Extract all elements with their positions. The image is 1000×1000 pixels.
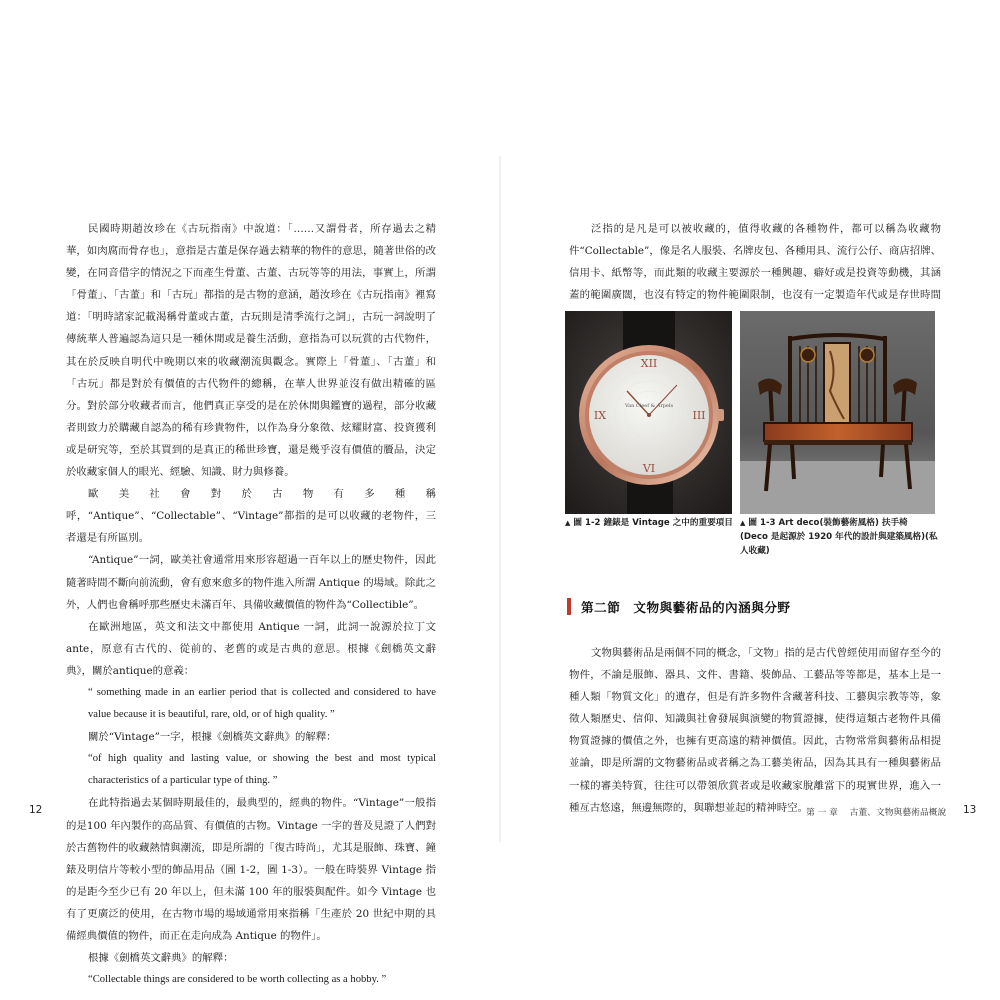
paragraph: 根據《劍橋英文辭典》的解釋： (88, 952, 234, 965)
right-page (501, 156, 1000, 842)
page-number-right: 13 (963, 804, 977, 816)
svg-text:III: III (692, 409, 706, 422)
section-heading (567, 596, 939, 616)
svg-text:VI: VI (642, 462, 656, 475)
section-accent-bar (567, 598, 571, 615)
chair-photo (740, 311, 935, 514)
watch-photo (565, 311, 732, 514)
paragraph: 泛指的是凡是可以被收藏的，值得收藏的各種物件，都可以稱為收藏物件“Collectable”，像是名人服裝、名牌皮包、各種用具、流行公仔、商店招牌、信用卡、紙幣等，而此類的收藏主要源於一種興趣、癖好或是投資等動機，其涵蓋的範圍廣闊，也沒有特定的物件範圍限制，也沒有一定製造年代或是存世時間 (569, 223, 941, 302)
caption-triangle-icon: ▲ (565, 519, 571, 527)
figure-caption (740, 516, 938, 558)
paragraph: 在歐洲地區，英文和法文中都使用 Antique 一詞，此詞一說源於拉丁文 ante，原意有古代的、從前的、老舊的或是古典的意思。根據《劍橋英文辭典》，關於antique的意義： (66, 620, 436, 677)
block-quote: “Collectable things are considered to be worth collecting as a hobby. ” (88, 974, 387, 986)
block-quote: “ something made in an earlier period that is collected and considered to have value because it is beautiful, rare, old, or of high quality. ” (88, 686, 436, 721)
svg-text:XII: XII (640, 357, 658, 370)
paragraph: 文物與藝術品是兩個不同的概念，「文物」指的是古代曾經使用而留存至今的物件，不論是服飾、器具、文件、書籍、裝飾品、工藝品等等都是，基本上是一種人類「物質文化」的遺存，但是有許多物件含藏著科技、工藝與宗教等等，象徵人類歷史、信仰、知識與社會發展與演變的物質證據，使得這類古老物件具備物質證據的價值之外，也擁有更高遠的精神價值。因此，古物常常與藝術品相提並論，即是所謂的文物藝術品或者稱之為工藝美術品，因為其具有一種與藝術品一樣的審美特質，往往可以帶領欣賞者或是收藏家脫離當下的現實世界，進入一種亙古悠遠，無邊無際的，與聯想並起的精神時空。 (569, 647, 941, 814)
left-page-body (66, 218, 436, 991)
figure-caption (565, 516, 735, 530)
section-body (569, 642, 941, 819)
paragraph: 民國時期趙汝珍在《古玩指南》中說道：「……又謂骨者，所存過去之精華，如肉腐而骨存也」，意指是古董是保存過去精華的物件的意思，隨著世俗的改變，在同音借字的情況之下而產生骨董、古董、古玩等等的用法，事實上，所謂「骨董」、「古董」和「古玩」都指的是古物的意涵，趙汝珍在《古玩指南》裡寫道：「明時諸家記載渴稱骨董或古董，古玩則是清季流行之詞」，古玩一詞說明了傳統華人普遍認為這只是一種休閒或是養生活動，意指為可以玩賞的古代物件，其在於反映自明代中晚期以來的收藏潮流與觀念。實際上「骨董」、「古董」和「古玩」都是對於有價值的古代物件的總稱，在華人世界並沒有做出精確的區分。對於部分收藏者而言，他們真正享受的是在於休閒與鑑寶的過程，部分收藏者則致力於購藏自認為的稀有珍貴物件，以作為身分象徵、炫耀財富、投資獲利或是研究等，至於其買到的是真正的稀世珍寶，還是幾乎沒有價值的贗品，決定於收藏家個人的眼光、經驗、知識、財力與修養。 (66, 223, 436, 479)
caption-triangle-icon: ▲ (740, 519, 746, 527)
paragraph: 關於“Vintage”一字，根據《劍橋英文辭典》的解釋： (88, 731, 337, 744)
block-quote: “of high quality and lasting value, or showing the best and most typical characteristics of a particular type of thing. ” (88, 753, 436, 787)
caption-text: 圖 1-3 Art deco(裝飾藝術風格) 扶手椅 (Deco 是起源於 1920 年代的設計與建築風格)(私人收藏) (740, 518, 938, 556)
paragraph: “Antique”一詞，歐美社會通常用來形容超過一百年以上的歷史物件，因此隨著時間不斷向前流動，會有愈來愈多的物件進入所謂 Antique 的場域。除此之外，人們也會稱呼那些歷史未滿百年、具備收藏價值的物件為“Collectible”。 (66, 554, 436, 611)
left-page (0, 156, 499, 986)
watch-brand-text: Van Cleef & Arpels (624, 403, 674, 409)
svg-text:IX: IX (593, 409, 607, 422)
watch-illustration (565, 311, 732, 514)
caption-text: 圖 1-2 鐘錶是 Vintage 之中的重要項目 (573, 518, 733, 528)
page-number-left: 12 (29, 804, 43, 816)
running-header: 第 一 章 古董、文物與藝術品概說 (806, 808, 947, 818)
book-spread (0, 156, 1000, 986)
paragraph: 歐美社會對於古物有多種稱呼，“Antique”、“Collectable”、“Vintage”都指的是可以收藏的老物件，三者還是有所區別。 (66, 488, 436, 545)
section-title: 第二節 文物與藝術品的內涵與分野 (581, 599, 791, 615)
paragraph: 在此特指過去某個時期最佳的，最典型的，經典的物件。“Vintage”一般指的是100 年內製作的高品質、有價值的古物。Vintage 一字的普及見證了人們對於古舊物件的收藏熱情與潮流，即是所謂的「復古時尚」，尤其是服飾、珠寶、鐘錶及明信片等較小型的飾品用品（圖 1-2，圖 1-3）。一般在時裝界 Vintage 指的是距今至少已有 20 年以上，但未滿 100 年的服裝與配件。如今 Vintage 也有了更廣泛的使用，在古物市場的場域通常用來指稱「生產於 20 世紀中期的具備經典價值的物件，而正在走向成為 Antique 的物件」。 (66, 797, 436, 942)
chair-illustration (740, 311, 935, 514)
